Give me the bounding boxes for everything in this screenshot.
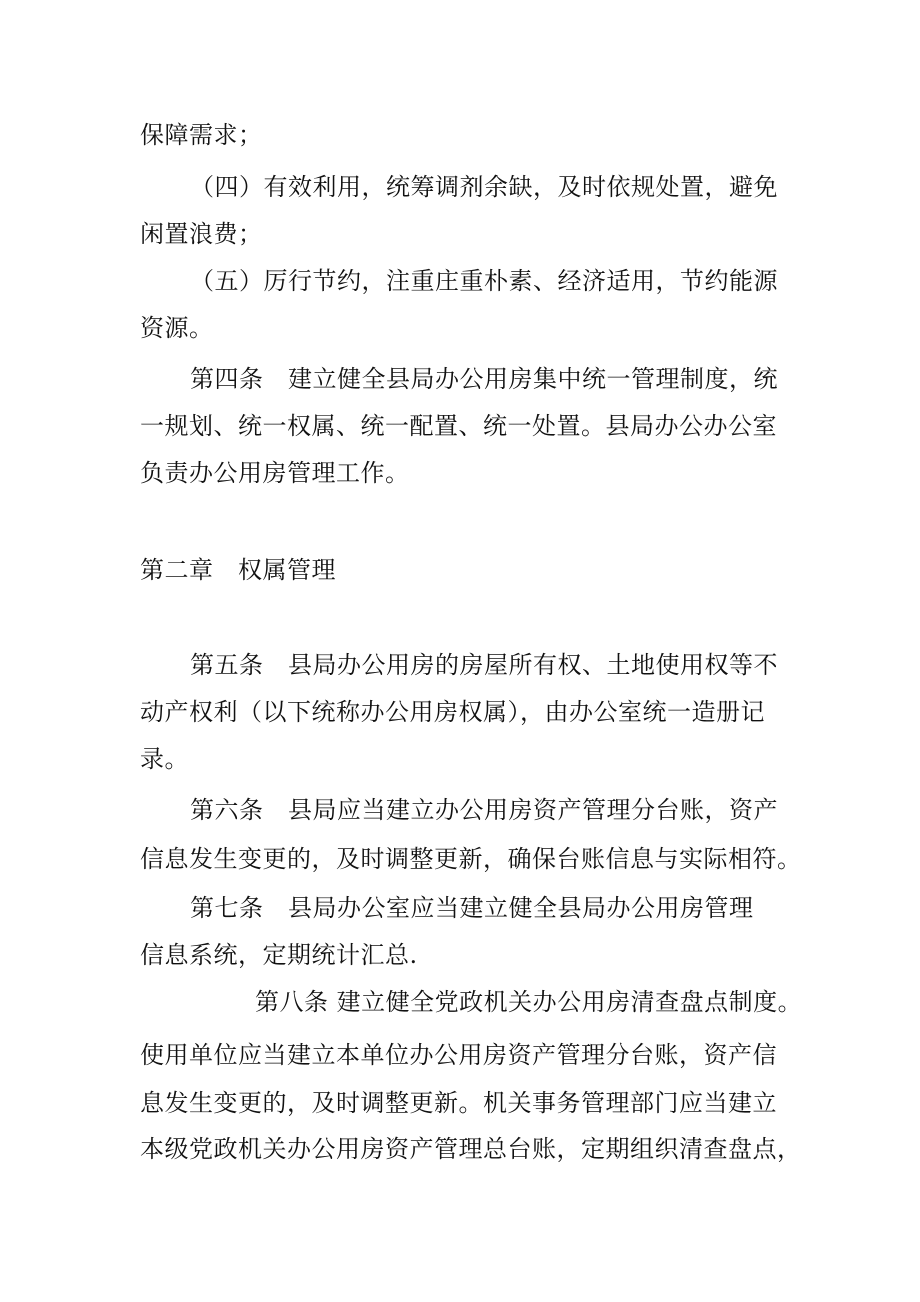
text-line: 第七条 县局办公室应当建立健全县局办公用房管理 bbox=[190, 894, 754, 922]
text-line: 信息发生变更的，及时调整更新，确保台账信息与实际相符。 bbox=[140, 845, 802, 873]
text-line: 保障需求； bbox=[140, 121, 263, 149]
text-line: 第八条 建立健全党政机关办公用房清查盘点制度。 bbox=[255, 988, 803, 1016]
text-line: 本级党政机关办公用房资产管理总台账，定期组织清查盘点， bbox=[140, 1135, 802, 1163]
text-line: 信息系统，定期统计汇总. bbox=[140, 941, 418, 969]
text-line: 一规划、统一权属、统一配置、统一处置。县局办公办公室 bbox=[140, 412, 777, 440]
text-line: 使用单位应当建立本单位办公用房资产管理分台账，资产信 bbox=[140, 1041, 777, 1069]
text-line: 息发生变更的，及时调整更新。机关事务管理部门应当建立 bbox=[140, 1089, 777, 1117]
text-line: 动产权利（以下统称办公用房权属），由办公室统一造册记 bbox=[140, 698, 765, 726]
text-line: 资源。 bbox=[140, 314, 214, 342]
text-line: 录。 bbox=[140, 745, 189, 773]
text-line: 第四条 建立健全县局办公用房集中统一管理制度，统 bbox=[190, 365, 778, 393]
text-line: （四）有效利用，统筹调剂余缺，及时依规处置，避免 bbox=[190, 173, 778, 201]
text-line: 负责办公用房管理工作。 bbox=[140, 459, 410, 487]
text-line: 第六条 县局应当建立办公用房资产管理分台账，资产 bbox=[190, 796, 778, 824]
chapter-heading: 第二章 权属管理 bbox=[140, 556, 336, 584]
text-line: 第五条 县局办公用房的房屋所有权、土地使用权等不 bbox=[190, 651, 778, 679]
text-line: 闲置浪费； bbox=[140, 220, 263, 248]
text-line: （五）厉行节约，注重庄重朴素、经济适用，节约能源 bbox=[190, 267, 778, 295]
